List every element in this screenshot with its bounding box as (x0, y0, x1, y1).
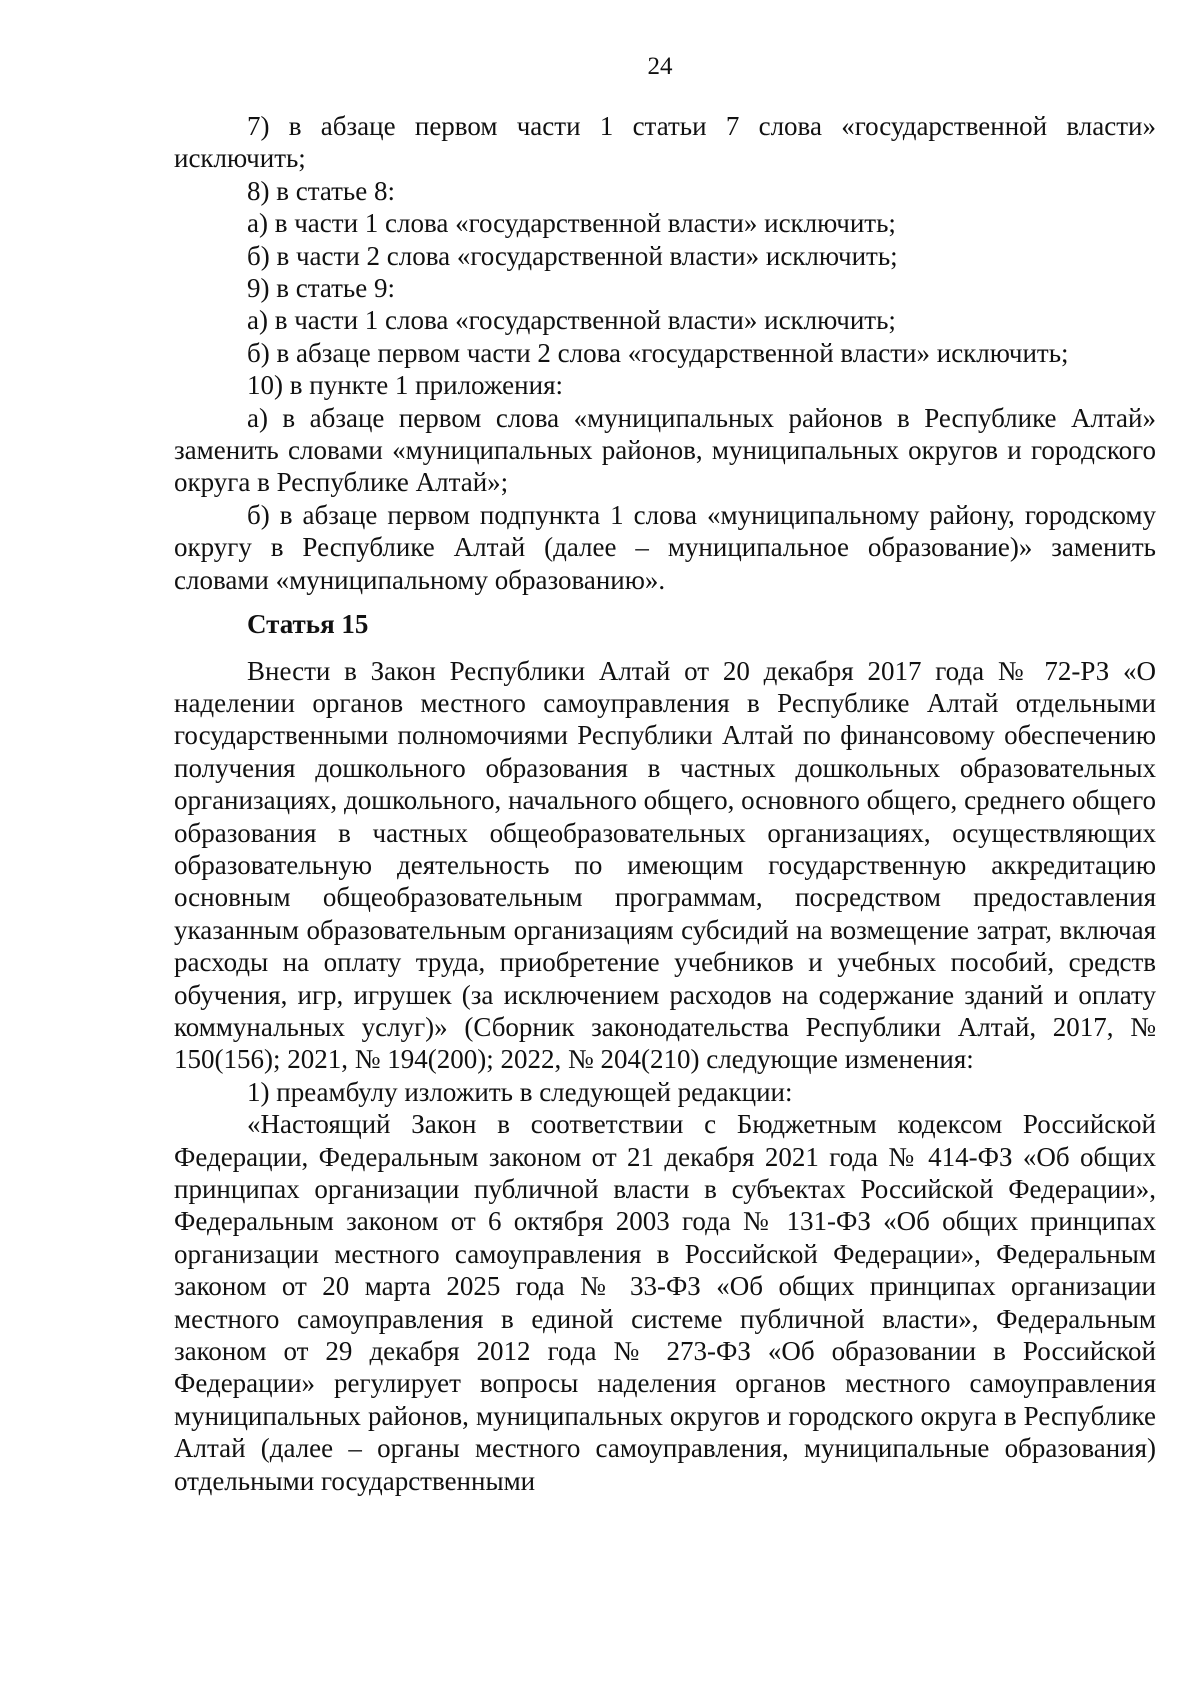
amendment-item-10: 10) в пункте 1 приложения: (247, 370, 563, 401)
amendment-item-9b: б) в абзаце первом части 2 слова «государственной власти» исключить; (247, 337, 1069, 368)
amendment-item-8b: б) в части 2 слова «государственной власти» исключить; (247, 240, 898, 271)
page-number: 24 (647, 53, 673, 80)
article-intro-paragraph: Внести в Закон Республики Алтай от 20 декабря 2017 года № 72-РЗ «О наделении органов местного самоуправления в Республике Алтай отдельными государственными полномочиями Республики Алтай по финансовому обеспечению получения дошкольного образования в частных дошкольных образовательных организациях, дошкольного, начального общего, основного общего, среднего общего образования в частных общеобразовательных организациях, осуществляющих образовательную деятельность по имеющим государственную аккредитацию основным общеобразовательным программам, посредством предоставления указанным образовательным организациям субсидий на возмещение затрат, включая расходы на оплату труда, приобретение учебников и учебных пособий, средств обучения, игр, игрушек (за исключением расходов на содержание зданий и оплату коммунальных услуг)» (Сборник законодательства Республики Алтай, 2017, № 150(156); 2021, № 194(200); 2022, № 204(210) следующие изменения: (174, 655, 1156, 1075)
amendment-item-7: 7) в абзаце первом части 1 статьи 7 слова «государственной власти» исключить; (174, 111, 1156, 174)
preamble-instruction: 1) преамбулу изложить в следующей редакции: (247, 1076, 793, 1107)
amendment-item-8a: а) в части 1 слова «государственной власти» исключить; (247, 208, 896, 239)
amendment-item-10a: а) в абзаце первом слова «муниципальных районов в Республике Алтай» заменить словами «муниципальных районов, муниципальных округов и городского округа в Республике Алтай»; (174, 402, 1156, 498)
preamble-text: «Настоящий Закон в соответствии с Бюджетным кодексом Российской Федерации, Федеральным законом от 21 декабря 2021 года № 414-ФЗ «Об общих принципах организации публичной власти в субъектах Российской Федерации», Федеральным законом от 6 октября 2003 года № 131-ФЗ «Об общих принципах организации местного самоуправления в Российской Федерации», Федеральным законом от 20 марта 2025 года № 33-ФЗ «Об общих принципах организации местного самоуправления в единой системе публичной власти», Федеральным законом от 29 декабря 2012 года № 273-ФЗ «Об образовании в Российской Федерации» регулирует вопросы наделения органов местного самоуправления муниципальных районов, муниципальных округов и городского округа в Республике Алтай (далее – органы местного самоуправления, муниципальные образования) отдельными государственными (174, 1109, 1156, 1496)
amendment-item-9a: а) в части 1 слова «государственной власти» исключить; (247, 305, 896, 336)
amendment-item-9: 9) в статье 9: (247, 273, 395, 304)
document-body (174, 110, 1156, 1497)
amendment-item-10b: б) в абзаце первом подпункта 1 слова «муниципальному району, городскому округу в Республике Алтай (далее – муниципальное образование)» заменить словами «муниципальному образованию». (174, 499, 1156, 595)
amendment-item-8: 8) в статье 8: (247, 175, 395, 206)
article-heading: Статья 15 (247, 609, 369, 640)
